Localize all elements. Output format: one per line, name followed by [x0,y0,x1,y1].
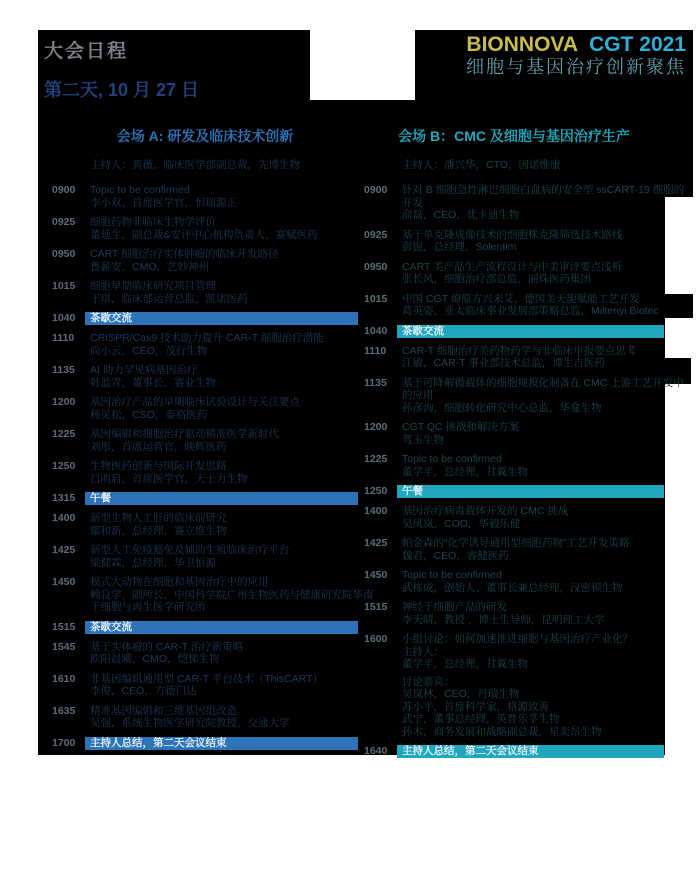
session-row [364,261,664,286]
session-highlight [85,492,358,505]
session-detail: 驾玉生物 [402,433,444,446]
session-time: 1200 [364,421,388,433]
session-detail: 俞磊，CEO，优卡迪生物 [402,209,520,221]
session-detail: 吴强，系统生物医学研究院教授，交通大学 [90,717,290,729]
session-topic: 茶歇交流 [90,312,132,324]
session-time: 1135 [364,376,387,389]
session-detail: 梁健霖，总经理，华卫恒源 [90,556,216,569]
session-time: 1640 [364,745,388,757]
session-row [364,184,685,222]
session-detail: 杨见松，CSO，泰格医药 [90,408,208,421]
logo-tagline: 细胞与基因治疗创新聚焦 [466,57,686,78]
session-time: 1425 [364,537,388,549]
session-row [52,641,358,666]
session-row [364,537,664,562]
track-a-title: 会场 A: 研发及临床技术创新 [116,128,294,144]
session-time: 1040 [52,312,76,324]
session-content [90,705,358,730]
session-content [402,184,684,222]
session-row [364,293,664,318]
track-a-chair: 主持人：黄薇，临床医学部副总裁，先博生物 [90,159,300,171]
session-time: 1135 [52,364,75,376]
session-content [90,512,358,537]
session-time: 1450 [52,576,76,588]
session-row [364,601,664,626]
agenda-panel-extension [665,294,693,318]
session-topic: 主持人总结，第二天会议结束 [90,736,227,749]
session-topic: 茶歇交流 [90,620,132,633]
session-topic: 基于单克隆成像技术的细胞株克隆筛选技术路线 [402,228,623,241]
session-content [90,332,358,357]
session-topic: 精准基因编辑和三维基因组改造 [90,704,237,717]
session-content [90,280,358,305]
session-content [402,453,664,478]
session-topic: CART 类产品生产流程设计与中美审评要点浅析 [402,260,623,273]
session-content [90,460,358,485]
session-time: 1250 [364,485,388,497]
session-row [364,229,664,254]
session-topic: CRISPR/Cas9 技术助力提升 CAR-T 细胞治疗潜能 [90,332,324,344]
session-detail: 吴岚林，CEO，丹瑞生物 [402,688,520,700]
session-topic: 神经干细胞产品的研发 [402,601,507,613]
session-topic: 帕金森的“化学诱导通用型细胞药物”工艺开发策略 [402,537,630,549]
session-detail: 武宁，董事总经理，英普乐孚生物 [402,713,560,725]
session-detail: 主持人： [402,645,444,658]
page-title: 大会日程 [44,41,129,62]
session-row [52,512,358,537]
track-b-sessions [364,184,685,758]
session-time: 0950 [52,248,76,260]
brand-name: BIONNOVA [466,33,578,56]
session-topic: 针对 B 细胞急性淋巴细胞白血病的安全型 ssCART-19 细胞的 [402,184,685,196]
session-row [52,492,358,505]
track-b-title: 会场 B：CMC 及细胞与基因治疗生产 [398,128,630,144]
session-row [52,737,358,750]
session-detail: 刘彤，首席运营官，映辉医药 [90,440,227,453]
session-row [52,364,358,389]
session-time: 1250 [52,460,76,472]
session-detail: 鲁薪安，CMO，艺妙神州 [90,260,209,273]
session-topic: 小组讨论：如何加速推进细胞与基因治疗产业化？ [402,633,633,645]
session-detail: 葛英姿，亚太临床事业发展部策略总监，Miltenyi Biotec [402,305,659,317]
logo-brand-row [420,33,686,56]
session-detail: 韩蓝青，董事长，赛业生物 [90,376,216,389]
session-row [52,312,358,325]
session-row [364,569,664,594]
session-time: 1545 [52,640,76,653]
session-time: 0900 [364,184,388,196]
session-detail: 尚小云，CEO，茂行生物 [90,344,208,357]
session-content [90,184,358,209]
session-topic: 生物医药创新与国际开发思路 [90,460,227,472]
session-detail: 江敏，CAR-T 事业部技术总监，博生吉医药 [402,357,605,369]
session-time: 1110 [52,332,75,344]
session-topic: 茶歇交流 [402,324,444,337]
session-content [402,601,664,626]
session-row [364,745,664,758]
session-topic: 基于实体瘤的 CAR-T 治疗新策略 [90,640,244,653]
session-content [402,229,664,254]
session-topic: 模式大动物在细胞和基因治疗中的应用 [90,576,269,588]
session-row [52,332,358,357]
session-time: 1225 [364,453,388,465]
session-row [364,376,684,415]
session-content [402,421,664,446]
session-row [364,345,664,370]
page-subtitle: 第二天, 10 月 27 日 [44,80,200,100]
session-content [402,261,664,286]
session-detail: 赖良学，副所长，中国科学院广州生物医药与健康研究院华南 [90,588,374,601]
session-time: 1610 [52,672,76,685]
session-time: 1200 [52,396,76,408]
session-row [52,576,374,614]
session-time: 1700 [52,736,76,749]
track-b-column [364,126,685,765]
session-row [52,460,358,485]
session-content [402,345,664,370]
session-time: 1400 [52,512,76,524]
session-time: 1315 [52,492,76,504]
session-row [52,396,358,421]
session-row [364,421,664,446]
track-a-sessions [52,184,374,750]
session-detail: 董延生，副总裁&安评中心机构负责人，赛赋医药 [90,228,318,241]
session-time: 1110 [364,344,387,357]
session-time: 0925 [364,228,388,241]
session-row [364,485,664,498]
session-content [90,544,358,569]
session-time: 1600 [364,633,388,645]
session-detail: 吕明启，首席医学官，天士力生物 [90,472,248,485]
session-content [402,633,664,738]
session-topic: 新型生物人工肝的临床前研究 [90,512,227,524]
session-content [402,537,664,562]
session-content [90,428,358,453]
session-content [90,576,374,614]
session-topic: Topic to be confirmed [402,453,502,465]
session-row [52,673,358,698]
session-content [90,216,358,241]
session-time: 1040 [364,324,388,337]
track-b-chair: 主持人：潘兴华，CTO，因诺惟康 [402,159,561,171]
session-time: 1015 [364,292,388,305]
session-topic: 中国 CGT 燎原方兴未艾，德国美天旎赋能工艺开发 [402,292,640,305]
session-highlight [85,312,358,325]
session-detail: 开发 [402,196,423,209]
session-detail: 孙木，商务发展和战略副总裁，星奕昂生物 [402,725,602,738]
session-time: 1635 [52,704,76,717]
session-row [52,280,358,305]
session-topic: 细胞早期临床研究项目管理 [90,280,216,292]
session-row [52,428,358,453]
session-row [52,216,358,241]
session-detail: 干细胞与再生医学研究所 [90,601,206,613]
session-detail: 李天晴，教授 ，博士生导师，昆明理工大学 [402,613,605,626]
session-content [90,641,358,666]
session-topic: Topic to be confirmed [90,184,190,196]
session-time: 0925 [52,216,76,228]
session-highlight [397,325,664,338]
session-highlight [85,737,358,750]
session-detail: 吴凤岚，COO，华毅乐健 [402,517,521,530]
session-topic: CGT QC 挑战和解决方案 [402,421,520,433]
session-topic: CART 细胞治疗实体肿瘤的临床开发路径 [90,248,279,260]
session-content [90,396,358,421]
session-content [402,377,684,415]
session-time: 1515 [364,601,388,613]
session-content [90,673,358,698]
session-topic: 基于可降解微载体的细胞规模化制备在 CMC 上游工艺开发中 [402,376,684,389]
brand-suffix: CGT 2021 [589,33,686,56]
session-row [364,505,664,530]
session-detail: 李小双，首席医学官，恒瑞源正 [90,196,237,209]
session-detail: 董学平，总经理，甘翼生物 [402,465,528,478]
session-row [52,248,358,273]
session-highlight [397,745,664,758]
session-topic: 新型人工免疫豁免及辅助生殖临床治疗平台 [90,544,290,556]
session-content [402,505,664,530]
track-a-column [52,126,374,757]
session-detail: 董学平，总经理，甘翼生物 [402,658,528,670]
session-topic: 细胞药物非临床生物学评价 [90,216,216,228]
session-topic: 午餐 [90,492,111,504]
session-time: 1225 [52,428,76,440]
session-detail: 欧阳晨曦，CMO，恺悌生物 [90,653,220,665]
session-detail: 鄢和新，总经理，赛立维生物 [90,524,227,537]
session-time: 1400 [364,505,388,517]
agenda-panel-extension [665,100,693,197]
session-topic: 午餐 [402,485,423,497]
session-row [52,544,358,569]
session-time: 0950 [364,260,388,273]
session-row [364,325,664,338]
session-time: 0900 [52,184,76,196]
session-detail: 武栋成，创始人、董事长兼总经理，汉密顿生物 [402,581,623,594]
session-content [90,248,358,273]
session-content [90,364,358,389]
session-row [364,453,664,478]
session-detail: 孙彦洵，细胞转化研究中心总监，华龛生物 [402,401,602,414]
event-logo [420,33,686,78]
session-topic: 非基因编辑通用型 CAR-T 平台技术（ThisCART） [90,672,323,685]
session-content [402,569,664,594]
session-time: 1425 [52,544,76,556]
session-topic: 基因治疗产品的早期临床试验设计与关注要点 [90,396,300,408]
session-topic: CAR-T 细胞治疗类药物药学与非临床申报要点思考 [402,344,637,357]
session-topic: 基因编辑和细胞治疗驱动精准医学新时代 [90,428,279,440]
session-detail: 讨论嘉宾： [402,675,455,688]
session-row [52,184,358,209]
session-time: 1450 [364,569,388,581]
session-content [402,293,664,318]
session-time: 1515 [52,620,76,633]
session-time: 1015 [52,280,76,292]
session-highlight [85,621,358,634]
session-detail: 李俊，CEO，方德门达 [90,685,197,697]
session-row [52,621,358,634]
session-topic: AI 助力罕见病基因治疗 [90,364,198,376]
session-row [364,633,664,738]
session-highlight [397,485,664,498]
session-topic: 基因治疗病毒载体开发的 CMC 挑战 [402,505,569,517]
session-detail: 苏小平，首席科学家，格源致善 [402,700,549,713]
session-detail: 张长风，细胞治疗部总监，丽珠医药集团 [402,273,591,285]
session-row [52,705,358,730]
session-detail: 魏君，CEO，睿健医药 [402,549,509,562]
session-topic: Topic to be confirmed [402,569,502,581]
session-detail: 于琪，临床部运营总监，凯诺医药 [90,292,248,305]
session-topic: 主持人总结，第二天会议结束 [402,745,539,757]
session-detail: 的应用 [402,389,434,401]
session-detail: 彭锟，总经理，Solentim [402,241,517,253]
